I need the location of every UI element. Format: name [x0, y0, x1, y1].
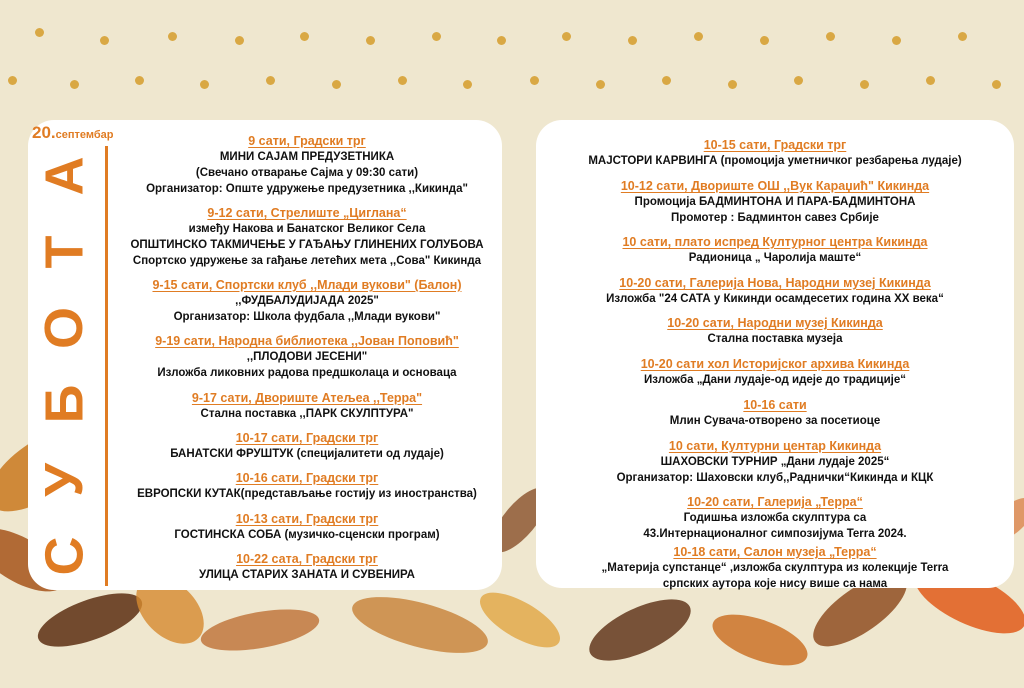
event-heading: 9-12 сати, Стрелиште „Циглана“: [207, 206, 407, 220]
event-line: ОПШТИНСКО ТАКМИЧЕЊЕ У ГАЂАЊУ ГЛИНЕНИХ ГОЛУБОВА: [130, 239, 484, 251]
event-item: [538, 438, 1012, 486]
event-heading: 9-19 сати, Народна библиотека ,,Јован Поповић": [155, 334, 459, 348]
event-heading: 10-16 сати, Градски трг: [235, 471, 379, 485]
event-item: [108, 277, 506, 325]
title-letter: У: [34, 463, 94, 497]
event-line: Организатор: Опште удружење предузетника ,,Кикинда": [146, 183, 468, 195]
event-line: Радионица „ Чаролија маште“: [688, 252, 862, 264]
event-heading: 10-20 сати, Галерија „Терра“: [687, 495, 863, 509]
event-heading: 10-15 сати, Градски трг: [703, 138, 847, 152]
event-line: ГОСТИНСКА СОБА (музичко-сценски програм): [174, 529, 440, 541]
event-heading: 10-22 сата, Градски трг: [236, 552, 378, 566]
title-letter: А: [34, 156, 94, 196]
event-line: Организатор: Школа фудбала ,,Млади вукови": [173, 311, 441, 323]
event-item: [108, 390, 506, 422]
event-line: Изложба „Дани лудаје-од идеје до традиције“: [644, 374, 906, 386]
event-heading: 10-20 сати, Народни музеј Кикинда: [667, 316, 883, 330]
event-item: [538, 275, 1012, 307]
event-line: Стална поставка ,,ПАРК СКУЛПТУРА": [200, 408, 414, 420]
event-line: Млин Сувача-отворено за посетиоце: [669, 415, 881, 427]
title-letter: О: [33, 306, 94, 350]
event-item: [108, 133, 506, 197]
event-line: Промоција БАДМИНТОНА И ПАРА-БАДМИНТОНА: [634, 196, 916, 208]
event-line: Организатор: Шаховски клуб,,Раднички“Кикинда и КЦК: [616, 472, 934, 484]
event-heading: 10-20 сати хол Историјског архива Кикинда: [640, 357, 910, 371]
event-line: између Накова и Банатског Великог Села: [188, 223, 426, 235]
event-item: [108, 551, 506, 583]
event-line: ,,ФУДБАЛУДИЈАДА 2025": [235, 295, 379, 307]
event-line: МАЈСТОРИ КАРВИНГА (промоција уметничког резбарења лудаје): [588, 155, 962, 167]
event-item: [108, 511, 506, 543]
event-item: [108, 470, 506, 502]
event-heading: 10-20 сати, Галерија Нова, Народни музеј Кикинда: [619, 276, 931, 290]
event-line: БАНАТСКИ ФРУШТУК (специјалитети од лудаје): [170, 448, 444, 460]
event-item: [108, 333, 506, 381]
event-item: [538, 397, 1012, 429]
event-heading: 10 сати, плато испред Културног центра Кикинда: [622, 235, 928, 249]
event-heading: 10-13 сати, Градски трг: [235, 512, 379, 526]
event-line: „Материја супстанце“ ,изложба скулптура из колекције Terra: [601, 562, 949, 574]
event-line: ,,ПЛОДОВИ ЈЕСЕНИ": [246, 351, 368, 363]
event-item: [108, 205, 506, 269]
event-heading: 9-15 сати, Спортски клуб ,,Млади вукови" (Балон): [152, 278, 462, 292]
title-letter: С: [34, 536, 94, 576]
event-line: Промотер : Бадминтон савез Србије: [671, 212, 879, 224]
event-item: [108, 430, 506, 462]
event-line: (Свечано отварање Сајма у 09:30 сати): [195, 167, 419, 179]
event-heading: 10-18 сати, Салон музеја „Терра“: [673, 545, 877, 559]
event-item: [538, 315, 1012, 347]
event-line: српских аутора које нису више са нама: [662, 578, 888, 590]
event-line: МИНИ САЈАМ ПРЕДУЗЕТНИКА: [219, 151, 395, 163]
event-heading: 9 сати, Градски трг: [248, 134, 366, 148]
date-month: септембар: [55, 129, 114, 141]
event-item: [538, 234, 1012, 266]
event-line: Годишња изложба скулптура са: [683, 512, 867, 524]
event-line: Изложба "24 САТА у Кикинди осамдесетих година ХХ века“: [606, 293, 944, 305]
event-item: [538, 494, 1012, 542]
event-heading: 9-17 сати, Двориште Атељеа ,,Терра": [191, 391, 423, 405]
event-line: Изложба ликовних радова предшколаца и основаца: [157, 367, 457, 379]
date-day: 20.: [32, 123, 56, 142]
event-line: УЛИЦА СТАРИХ ЗАНАТА И СУВЕНИРА: [198, 569, 415, 581]
event-item: [538, 544, 1012, 592]
event-line: Стална поставка музеја: [707, 333, 843, 345]
event-item: [538, 356, 1012, 388]
vertical-day-title: [28, 146, 100, 586]
event-item: [538, 137, 1012, 169]
event-line: Спортско удружење за гађање летећих мета ,,Сова" Кикинда: [132, 255, 482, 267]
date-label: [32, 123, 114, 143]
event-line: ЕВРОПСКИ КУТАК(представљање гостију из иностранства): [137, 488, 477, 500]
title-letter: Б: [34, 384, 94, 424]
event-heading: 10-16 сати: [743, 398, 807, 412]
event-heading: 10-17 сати, Градски трг: [235, 431, 379, 445]
event-heading: 10 сати, Културни центар Кикинда: [668, 439, 882, 453]
event-item: [538, 178, 1012, 226]
event-heading: 10-12 сати, Двориште ОШ ,,Вук Караџић" Кикинда: [620, 179, 930, 193]
title-letter: Т: [34, 235, 94, 269]
event-line: ШАХОВСКИ ТУРНИР „Дани лудаје 2025“: [660, 456, 890, 468]
event-line: 43.Интернационалног симпозијума Terra 2024.: [643, 528, 907, 540]
